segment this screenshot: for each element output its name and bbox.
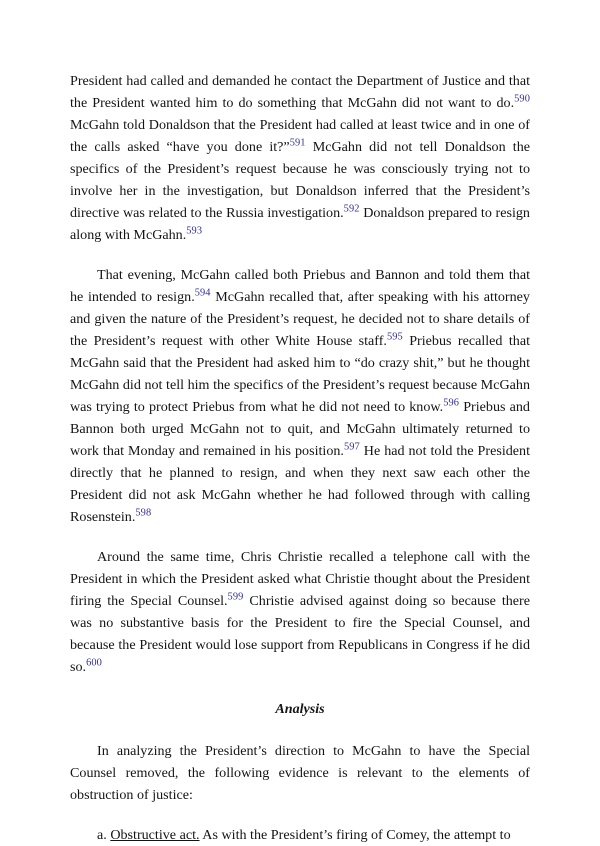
footnote-marker-597[interactable]: 597 bbox=[343, 441, 360, 453]
paragraph-chris-christie: Around the same time, Chris Christie recalled a telephone call with the President in which the President asked what Christie thought about the President firing the Special Counsel.$^{599}$ Christie advised against doing so because there was no substantive basis for the President to fire the Special Counsel, and because the President would lose support from Republicans in Congress if he did so.$^{600}$ bbox=[70, 549, 530, 675]
list-item-obstructive-act: a. Obstructive act. As with the President’s firing of Comey, the attempt to bbox=[97, 827, 511, 843]
section-heading-analysis: Analysis bbox=[275, 701, 325, 717]
footnote-marker-592[interactable]: 592 bbox=[343, 203, 360, 215]
footnote-marker-595[interactable]: 595 bbox=[386, 331, 403, 343]
paragraph-analysis-intro: In analyzing the President’s direction to McGahn to have the Special Counsel removed, the following evidence is relevant to the elements of obstruction of justice: bbox=[70, 743, 530, 803]
list-item-label: Obstructive act. bbox=[110, 827, 200, 843]
footnote-marker-599[interactable]: 599 bbox=[227, 591, 244, 603]
footnote-marker-600[interactable]: 600 bbox=[86, 657, 102, 669]
footnote-marker-598[interactable]: 598 bbox=[135, 507, 152, 519]
footnote-marker-594[interactable]: 594 bbox=[194, 287, 211, 299]
list-item-marker: a. bbox=[97, 827, 111, 843]
footnote-marker-591[interactable]: 591 bbox=[289, 137, 306, 149]
footnote-marker-596[interactable]: 596 bbox=[443, 397, 460, 409]
footnote-marker-593[interactable]: 593 bbox=[186, 225, 203, 237]
footnote-marker-590[interactable]: 590 bbox=[514, 93, 530, 105]
paragraph-mcgahn-priebus-bannon: That evening, McGahn called both Priebus and Bannon and told them that he intended to resign.$^{594}$ McGahn recalled that, after speaking with his attorney and given the nature of the President’s request, he decided not to share details of the President’s request with other White House staff.$^{595}$ Priebus recalled that McGahn said that the President had asked him to “do crazy shit,” but he thought McGahn did not tell him the specifics of the President’s request because McGahn was trying to protect Priebus from what he did not need to know.$^{596}$ Priebus and Bannon both urged McGahn not to quit, and McGahn ultimately returned to work that Monday and remained in his position.$^{597}$ He had not told the President directly that he planned to resign, and when they next saw each other the President did not ask McGahn whether he had followed through with calling Rosenstein.$^{598}$ bbox=[70, 267, 531, 525]
paragraph-donaldson-calls: President had called and demanded he contact the Department of Justice and that the President wanted him to do something that McGahn did not want to do.$^{590}$ McGahn told Donaldson that the President had called at least twice and in one of the calls asked “have you done it?”$^{591}$ McGahn did not tell Donaldson the specifics of the President’s request because he was consciously trying not to involve her in the investigation, but Donaldson inferred that the President’s directive was related to the Russia investigation.$^{592}$ Donaldson prepared to resign along with McGahn.$^{593}$ bbox=[70, 73, 531, 243]
page-body bbox=[70, 70, 530, 846]
